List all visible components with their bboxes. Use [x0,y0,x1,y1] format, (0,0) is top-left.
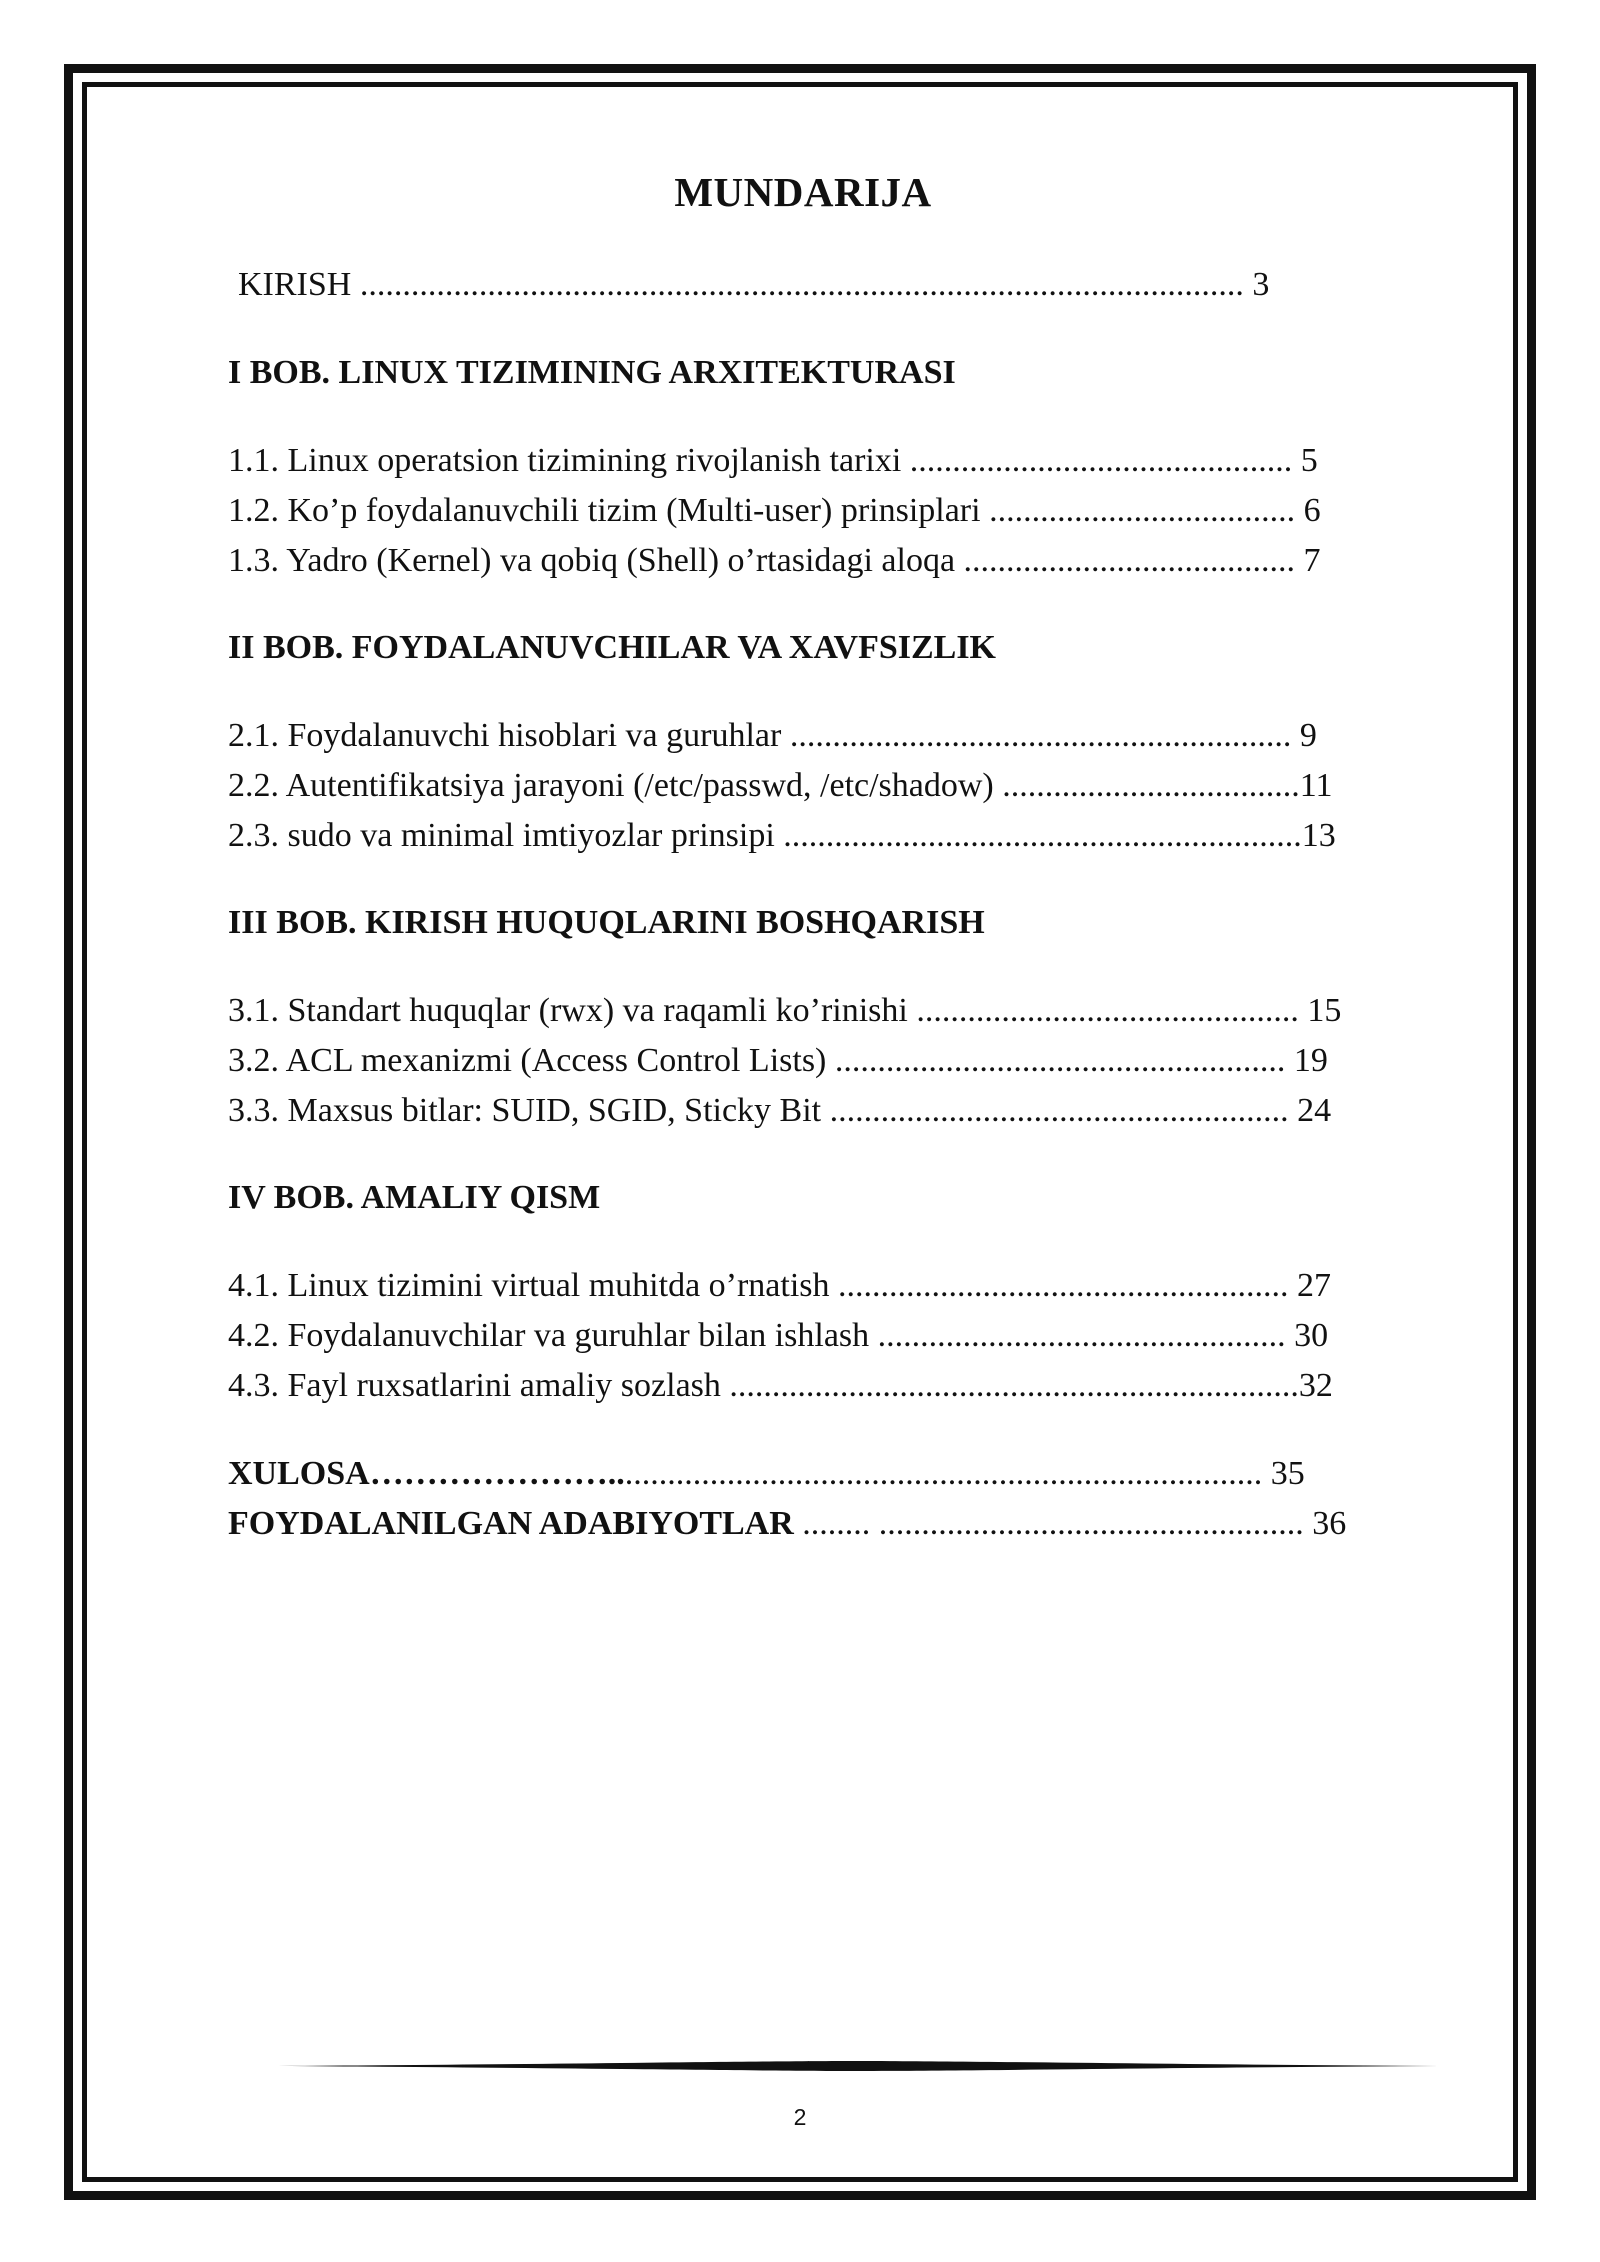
toc-entry: 4.3. Fayl ruxsatlarini amaliy sozlash ...................................................................32 [228,1367,1333,1404]
chapter-heading-4: IV BOB. AMALIY QISM [228,1179,601,1216]
chapter-heading-1: I BOB. LINUX TIZIMINING ARXITEKTURASI [228,354,956,391]
references-label: FOYDALANILGAN ADABIYOTLAR [228,1505,794,1542]
toc-entry: 3.2. ACL mexanizmi (Access Control Lists) ..................................................... 19 [228,1042,1328,1079]
toc-entry: 1.1. Linux operatsion tizimining rivojlanish tarixi ............................................. 5 [228,442,1318,479]
chapter-heading-2: II BOB. FOYDALANUVCHILAR VA XAVFSIZLIK [228,629,997,666]
toc-entry-intro: KIRISH ........................................................................................................ 3 [238,266,1270,303]
page-title: MUNDARIJA [674,169,932,215]
toc-entry: 2.1. Foydalanuvchi hisoblari va guruhlar ........................................................... 9 [228,717,1317,754]
toc-entry: 2.2. Autentifikatsiya jarayoni (/etc/passwd, /etc/shadow) ...................................11 [228,767,1333,804]
footer-separator [278,2061,1438,2071]
toc-entry-references [228,1507,1346,1541]
conclusion-leader: ........................................................................... 35 [624,1455,1305,1492]
toc-entry: 4.1. Linux tizimini virtual muhitda o’rnatish ..................................................... 27 [228,1267,1332,1304]
toc-entry-conclusion [228,1457,1305,1491]
toc-entry: 1.2. Ko’p foydalanuvchili tizim (Multi-user) prinsiplari .................................... 6 [228,492,1321,529]
toc-entry: 1.3. Yadro (Kernel) va qobiq (Shell) o’rtasidagi aloqa ....................................... 7 [228,542,1321,579]
page-number: 2 [793,2104,807,2130]
references-leader: ........ .................................................. 36 [793,1505,1347,1542]
conclusion-label: XULOSA………………….. [228,1455,625,1492]
toc-entry: 2.3. sudo va minimal imtiyozlar prinsipi .............................................................13 [228,817,1336,854]
page-border-inner [82,82,1518,2182]
toc-entry: 3.3. Maxsus bitlar: SUID, SGID, Sticky Bit ...................................................... 24 [228,1092,1332,1129]
chapter-heading-3: III BOB. KIRISH HUQUQLARINI BOSHQARISH [228,904,985,941]
toc-entry: 3.1. Standart huquqlar (rwx) va raqamli ko’rinishi ............................................. 15 [228,992,1342,1029]
toc-entry: 4.2. Foydalanuvchilar va guruhlar bilan ishlash ................................................ 30 [228,1317,1329,1354]
